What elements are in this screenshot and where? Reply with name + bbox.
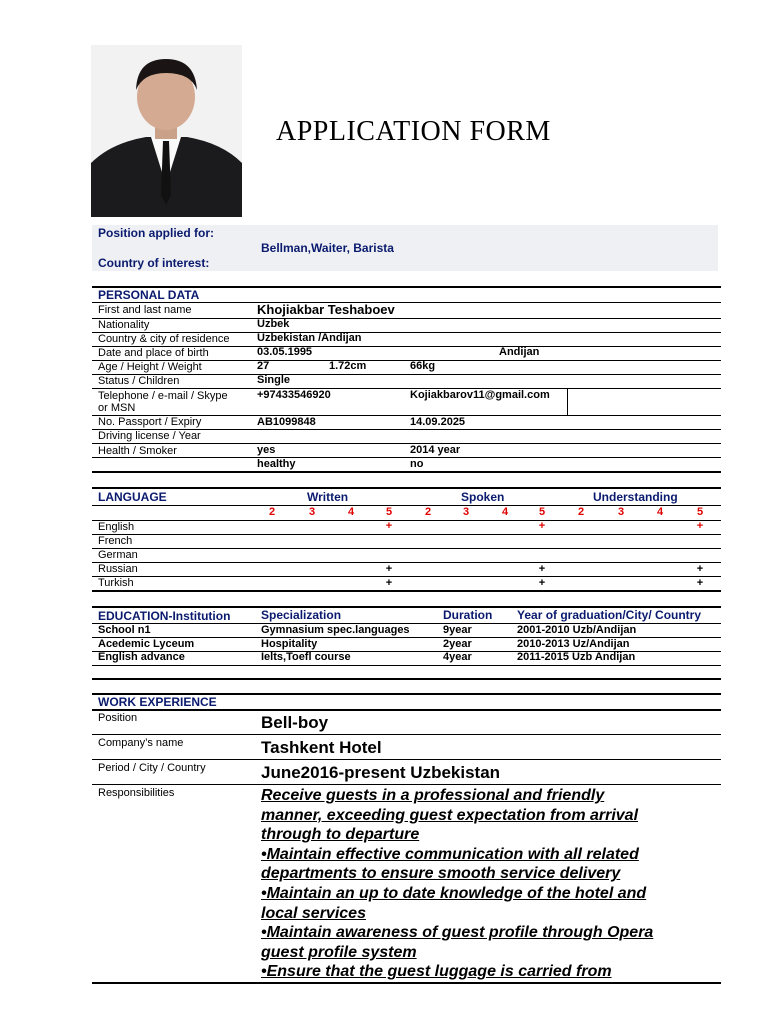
edu-col-specialization: Specialization [261, 608, 342, 622]
personal-label: Status / Children [98, 375, 180, 387]
scale-5: 5 [538, 506, 546, 518]
personal-label: Health / Smoker [98, 445, 177, 457]
edu-graduation: 2010-2013 Uz/Andijan [517, 638, 630, 650]
responsibility-line: departments to ensure smooth service delivery [261, 865, 621, 883]
work-company-label: Company’s name [98, 737, 184, 749]
responsibility-line: •Ensure that the guest luggage is carried from [261, 963, 612, 981]
personal-label: Age / Height / Weight [98, 361, 202, 373]
personal-value: Andijan [499, 346, 540, 358]
position-applied-value: Bellman,Waiter, Barista [261, 241, 394, 255]
understanding-level: + [696, 520, 704, 532]
personal-value: Single [257, 374, 291, 386]
education-header: EDUCATION-Institution [98, 609, 231, 623]
personal-value: 27 [257, 360, 270, 372]
responsibility-line: Receive guests in a professional and friendly [261, 787, 605, 804]
written-level: + [385, 577, 393, 589]
language-name: Turkish [98, 577, 134, 589]
scale-3: 3 [617, 506, 625, 518]
work-period-label: Period / City / Country [98, 762, 206, 774]
personal-label: First and last name [98, 304, 192, 316]
personal-value: 1.72cm [329, 360, 367, 372]
responsibility-line: •Maintain awareness of guest profile through Opera [261, 924, 654, 942]
personal-label: Date and place of birth [98, 347, 209, 359]
position-applied-label: Position applied for: [98, 226, 214, 240]
responsibility-line: through to departure [261, 826, 420, 844]
language-name: Russian [98, 563, 138, 575]
personal-value: Kojiakbarov11@gmail.com [410, 389, 550, 401]
scale-2: 2 [424, 506, 432, 518]
form-title: APPLICATION FORM [276, 116, 551, 147]
personal-label: Telephone / e-mail / Skype [98, 390, 228, 402]
language-name: French [98, 535, 133, 547]
personal-label: or MSN [98, 402, 136, 414]
edu-col-duration: Duration [443, 608, 493, 622]
personal-value: no [410, 458, 424, 470]
personal-value: Khojiakbar Teshaboev [257, 302, 395, 317]
scale-3: 3 [462, 506, 470, 518]
scale-3: 3 [308, 506, 316, 518]
language-name: German [98, 549, 138, 561]
spoken-level: + [538, 563, 546, 575]
personal-value: 03.05.1995 [257, 346, 313, 358]
edu-duration: 4year [443, 651, 472, 663]
personal-value: yes [257, 444, 276, 456]
work-company-value: Tashkent Hotel [261, 738, 382, 757]
scale-4: 4 [347, 506, 355, 518]
language-header: LANGUAGE [98, 490, 167, 504]
edu-specialization: Hospitality [261, 638, 318, 650]
scale-5: 5 [696, 506, 704, 518]
scale-5: 5 [385, 506, 393, 518]
understanding-level: + [696, 577, 704, 589]
responsibility-line: •Maintain an up to date knowledge of the hotel and [261, 884, 647, 902]
edu-duration: 9year [443, 624, 472, 636]
personal-label: Nationality [98, 319, 150, 331]
understanding-level: + [696, 563, 704, 575]
personal-data-header: PERSONAL DATA [98, 288, 200, 302]
edu-col-graduation: Year of graduation/City/ Country [517, 608, 702, 622]
responsibilities-text [261, 786, 716, 982]
personal-value: 2014 year [410, 444, 461, 456]
personal-value: Uzbek [257, 318, 290, 330]
country-interest-label: Country of interest: [98, 256, 210, 270]
scale-4: 4 [501, 506, 509, 518]
personal-value: healthy [257, 458, 296, 470]
work-position-label: Position [98, 712, 138, 724]
responsibility-line: •Maintain effective communication with all related [261, 845, 639, 863]
work-period-value: June2016-present Uzbekistan [261, 763, 501, 782]
personal-value: +97433546920 [257, 389, 331, 401]
personal-label: Driving license / Year [98, 430, 201, 442]
edu-institution: English advance [98, 651, 185, 663]
work-responsibilities-label: Responsibilities [98, 787, 175, 799]
spoken-level: + [538, 520, 546, 532]
edu-graduation: 2001-2010 Uzb/Andijan [517, 624, 637, 636]
work-experience-header: WORK EXPERIENCE [98, 695, 217, 709]
lang-group-spoken: Spoken [461, 490, 505, 504]
personal-label: No. Passport / Expiry [98, 416, 202, 428]
applicant-photo [91, 45, 242, 217]
lang-group-understanding: Understanding [593, 490, 678, 504]
scale-2: 2 [268, 506, 276, 518]
scale-2: 2 [577, 506, 585, 518]
lang-group-written: Written [307, 490, 349, 504]
edu-institution: School n1 [98, 624, 151, 636]
responsibility-line: manner, exceeding guest expectation from arrival [261, 806, 639, 824]
personal-value: Uzbekistan /Andijan [257, 332, 362, 344]
responsibility-line: guest profile system [261, 943, 417, 961]
responsibility-line: local services [261, 904, 366, 922]
personal-value: 66kg [410, 360, 436, 372]
spoken-level: + [538, 577, 546, 589]
edu-duration: 2year [443, 638, 472, 650]
personal-label: Country & city of residence [98, 333, 230, 345]
edu-specialization: Gymnasium spec.languages [261, 624, 410, 636]
scale-4: 4 [656, 506, 664, 518]
written-level: + [385, 563, 393, 575]
personal-value: AB1099848 [257, 416, 316, 428]
language-name: English [98, 521, 135, 533]
edu-graduation: 2011-2015 Uzb Andijan [517, 651, 636, 663]
edu-institution: Acedemic Lyceum [98, 638, 195, 650]
work-position-value: Bell-boy [261, 713, 329, 732]
personal-value: 14.09.2025 [410, 416, 466, 428]
edu-specialization: Ielts,Toefl course [261, 651, 351, 663]
written-level: + [385, 520, 393, 532]
